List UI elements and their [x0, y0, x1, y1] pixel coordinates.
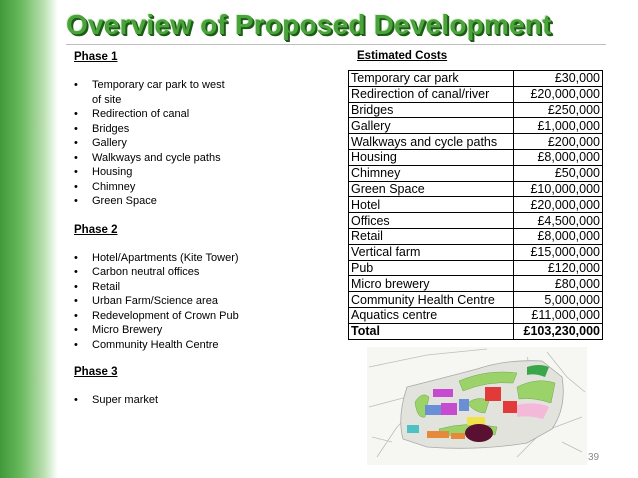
list-item: • Temporary car park to west of site	[74, 78, 232, 107]
phase2-list	[74, 251, 344, 353]
list-item: • Super market	[74, 393, 344, 408]
cost-item: Offices	[349, 213, 514, 229]
table-row	[349, 102, 603, 118]
list-item: • Redirection of canal	[74, 107, 344, 122]
cost-value: £4,500,000	[514, 213, 603, 229]
cost-item: Aquatics centre	[349, 307, 514, 323]
cost-value: £80,000	[514, 276, 603, 292]
list-item: • Urban Farm/Science area	[74, 294, 344, 309]
table-row	[349, 86, 603, 102]
list-item: • Gallery	[74, 136, 344, 151]
site-plan-drawing	[367, 347, 587, 465]
phase3-heading: Phase 3	[74, 366, 118, 378]
cost-value: £30,000	[514, 71, 603, 87]
list-item: • Retail	[74, 280, 344, 295]
table-row	[349, 134, 603, 150]
list-item: • Hotel/Apartments (Kite Tower)	[74, 251, 344, 266]
costs-heading: Estimated Costs	[357, 50, 448, 62]
cost-value: £20,000,000	[514, 86, 603, 102]
phase3-list	[74, 393, 344, 408]
list-item: • Carbon neutral offices	[74, 265, 344, 280]
cost-value: £15,000,000	[514, 244, 603, 260]
cost-item: Housing	[349, 149, 514, 165]
table-row	[349, 213, 603, 229]
cost-item: Gallery	[349, 118, 514, 134]
total-label: Total	[349, 323, 514, 339]
cost-value: £20,000,000	[514, 197, 603, 213]
total-row	[349, 323, 603, 339]
cost-item: Temporary car park	[349, 71, 514, 87]
title-divider	[66, 44, 606, 45]
list-item: • Chimney	[74, 180, 344, 195]
cost-value: 5,000,000	[514, 292, 603, 308]
total-value: £103,230,000	[514, 323, 603, 339]
cost-item: Chimney	[349, 165, 514, 181]
cost-table	[348, 70, 603, 340]
cost-value: £8,000,000	[514, 228, 603, 244]
cost-value: £200,000	[514, 134, 603, 150]
list-item: • Housing	[74, 165, 344, 180]
table-row	[349, 228, 603, 244]
cost-item: Retail	[349, 228, 514, 244]
table-row	[349, 71, 603, 87]
cost-value: £50,000	[514, 165, 603, 181]
phase1-list	[74, 78, 344, 209]
cost-item: Pub	[349, 260, 514, 276]
cost-value: £250,000	[514, 102, 603, 118]
phase1-heading: Phase 1	[74, 51, 118, 63]
table-row	[349, 118, 603, 134]
table-row	[349, 165, 603, 181]
green-side-bar	[0, 0, 58, 478]
table-row	[349, 197, 603, 213]
cost-item: Green Space	[349, 181, 514, 197]
table-row	[349, 307, 603, 323]
cost-item: Vertical farm	[349, 244, 514, 260]
table-row	[349, 181, 603, 197]
site-plan-image	[367, 347, 587, 465]
table-row	[349, 149, 603, 165]
cost-item: Hotel	[349, 197, 514, 213]
cost-value: £120,000	[514, 260, 603, 276]
table-row	[349, 260, 603, 276]
list-item: • Green Space	[74, 194, 344, 209]
list-item: • Community Health Centre	[74, 338, 344, 353]
table-row	[349, 276, 603, 292]
cost-value: £1,000,000	[514, 118, 603, 134]
cost-item: Community Health Centre	[349, 292, 514, 308]
cost-item: Bridges	[349, 102, 514, 118]
table-row	[349, 292, 603, 308]
cost-value: £8,000,000	[514, 149, 603, 165]
list-item: • Redevelopment of Crown Pub	[74, 309, 344, 324]
slide-title: Overview of Proposed Development	[66, 9, 552, 40]
cost-value: £11,000,000	[514, 307, 603, 323]
list-item: • Micro Brewery	[74, 323, 344, 338]
cost-value: £10,000,000	[514, 181, 603, 197]
cost-item: Redirection of canal/river	[349, 86, 514, 102]
list-item: • Walkways and cycle paths	[74, 151, 344, 166]
phase2-heading: Phase 2	[74, 223, 118, 236]
cost-item: Micro brewery	[349, 276, 514, 292]
table-row	[349, 244, 603, 260]
list-item: • Bridges	[74, 122, 344, 137]
cost-item: Walkways and cycle paths	[349, 134, 514, 150]
phases-column	[74, 50, 344, 408]
page-number: 39	[588, 452, 600, 463]
